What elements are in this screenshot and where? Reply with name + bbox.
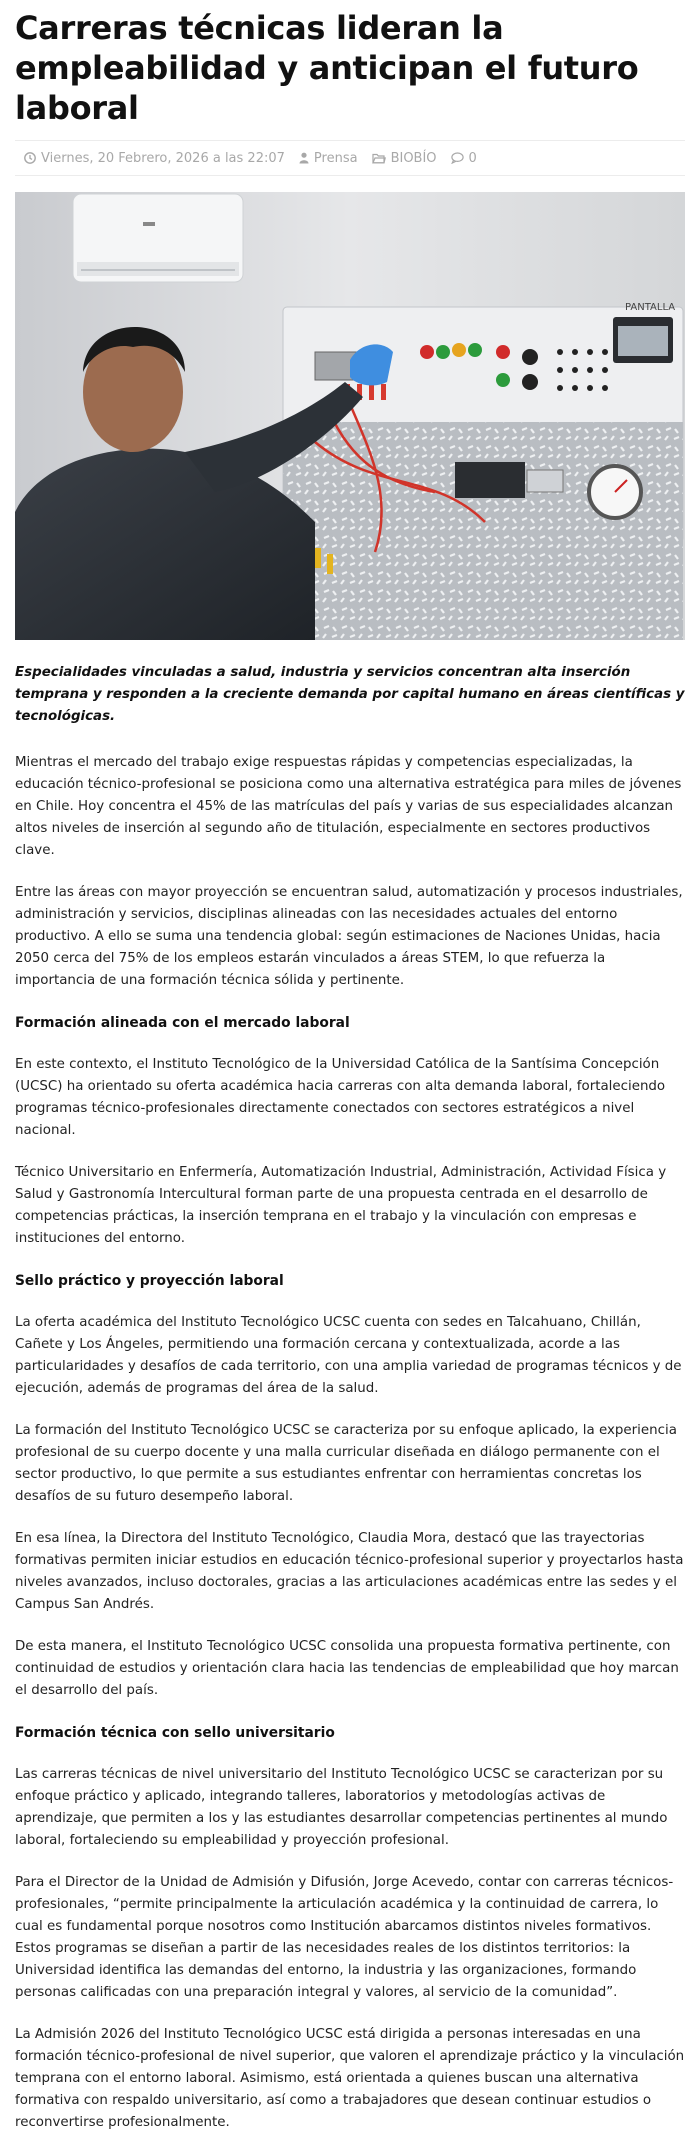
paragraph: Entre las áreas con mayor proyección se encuentran salud, automatización y procesos industriales, administración y servicios, disciplinas alineadas con las necesidades actuales del entorno productivo. A ello se suma una tendencia global: según estimaciones de Naciones Unidas, hacia 2050 cerca del 75% de los empleos estarán vinculados a áreas STEM, lo que refuerza la importancia de una formación técnica sólida y pertinente. — [15, 885, 683, 988]
author-link[interactable]: Prensa — [313, 150, 358, 166]
photo-illustration — [15, 192, 685, 640]
article-meta — [15, 140, 685, 176]
article-lead: Especialidades vinculadas a salud, industria y servicios concentran alta inserción temprana y responden a la creciente demanda por capital humano en áreas científicas y tecnológicas. — [15, 665, 685, 724]
section-heading: Formación alineada con el mercado laboral — [15, 1015, 350, 1031]
category-link[interactable]: BIOBÍO — [390, 150, 437, 166]
training-panel — [283, 302, 683, 640]
paragraph: Las carreras técnicas de nivel universitario del Instituto Tecnológico UCSC se caracterizan por su enfoque práctico y aplicado, integrando talleres, laboratorios y metodologías activas de aprendizaje, que permiten a los y las estudiantes desarrollar competencias pertinentes al mundo laboral, fortaleciendo su empleabilidad y proyección profesional. — [15, 1767, 668, 1848]
article-body — [15, 752, 685, 2134]
date-meta — [24, 151, 285, 166]
folder-icon — [372, 153, 386, 164]
paragraph: En este contexto, el Instituto Tecnológico de la Universidad Católica de la Santísima Concepción (UCSC) ha orientado su oferta académica hacia carreras con alta demanda laboral, fortaleciendo programas técnico-profesionales directamente conectados con sectores estratégicos a nivel nacional. — [15, 1057, 666, 1138]
comment-icon — [451, 152, 464, 164]
author-meta[interactable] — [299, 151, 358, 166]
article-title: Carreras técnicas lideran la empleabilidad y anticipan el futuro laboral — [15, 9, 639, 127]
paragraph: La oferta académica del Instituto Tecnológico UCSC cuenta con sedes en Talcahuano, Chillán, Cañete y Los Ángeles, permitiendo una formación cercana y contextualizada, acorde a las particularidades y desafíos de cada territorio, con una amplia variedad de programas técnicos y de ejecución, además de programas del área de la salud. — [15, 1315, 682, 1396]
air-conditioner — [73, 194, 243, 282]
article-photo — [15, 192, 685, 640]
paragraph: La Admisión 2026 del Instituto Tecnológico UCSC está dirigida a personas interesadas en una formación técnico-profesional de nivel superior, que valoren el aprendizaje práctico y la vinculación temprana con el entorno laboral. Asimismo, está orientada a quienes buscan una alternativa formativa con respaldo universitario, así como a trabajadores que desean continuar estudios o reconvertirse profesionalmente. — [15, 2027, 685, 2130]
publish-date: Viernes, 20 Febrero, 2026 a las 22:07 — [41, 150, 285, 166]
user-icon — [299, 152, 309, 164]
paragraph: Para el Director de la Unidad de Admisión y Difusión, Jorge Acevedo, contar con carreras técnicos-profesionales, “permite principalmente la articulación académica y la continuidad de carrera, lo cual es fundamental porque nosotros como Institución abarcamos distintos niveles formativos. Estos programas se diseñan a partir de las necesidades reales de los distintos territorios: la Universidad identifica las demandas del entorno, la industria y las organizaciones, formando personas calificadas con una preparación integral y valores, al servicio de la comunidad”. — [15, 1875, 674, 2000]
clock-icon — [24, 152, 36, 164]
section-heading: Sello práctico y proyección laboral — [15, 1273, 284, 1289]
paragraph: Mientras el mercado del trabajo exige respuestas rápidas y competencias especializadas, la educación técnico-profesional se posiciona como una alternativa estratégica para miles de jóvenes en Chile. Hoy concentra el 45% de las matrículas del país y varias de sus especialidades alcanzan altos niveles de inserción al segundo año de titulación, especialmente en sectores productivos clave. — [15, 755, 682, 858]
category-meta[interactable] — [372, 151, 437, 166]
comment-count[interactable]: 0 — [468, 150, 477, 166]
paragraph: En esa línea, la Directora del Instituto Tecnológico, Claudia Mora, destacó que las trayectorias formativas permiten iniciar estudios en educación técnico-profesional superior y proyectarlos hasta niveles avanzados, incluso doctorales, gracias a las articulaciones académicas entre las sedes y el Campus San Andrés. — [15, 1531, 684, 1612]
comments-meta[interactable] — [451, 151, 477, 166]
paragraph: De esta manera, el Instituto Tecnológico UCSC consolida una propuesta formativa pertinente, con continuidad de estudios y orientación clara hacia las tendencias de empleabilidad que hoy marcan el desarrollo del país. — [15, 1639, 679, 1698]
panel-label-text: PANTALLA — [625, 302, 676, 313]
section-heading: Formación técnica con sello universitario — [15, 1725, 335, 1741]
paragraph: La formación del Instituto Tecnológico UCSC se caracteriza por su enfoque aplicado, la experiencia profesional de su cuerpo docente y una malla curricular diseñada en diálogo permanente con el sector productivo, lo que permite a sus estudiantes enfrentar con herramientas concretas los desafíos de su futuro desempeño laboral. — [15, 1423, 677, 1504]
paragraph: Técnico Universitario en Enfermería, Automatización Industrial, Administración, Actividad Física y Salud y Gastronomía Intercultural forman parte de una propuesta centrada en el desarrollo de competencias prácticas, la inserción temprana en el trabajo y la vinculación con empresas e instituciones del entorno. — [15, 1165, 667, 1246]
